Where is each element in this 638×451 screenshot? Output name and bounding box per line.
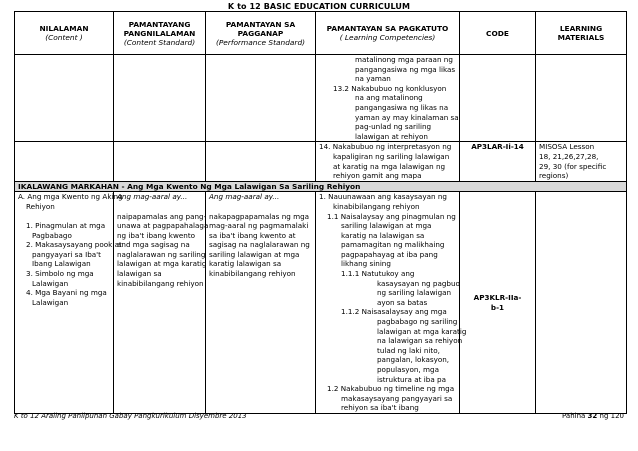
table-row bbox=[15, 192, 627, 414]
header-code: CODE bbox=[460, 12, 536, 55]
header-learning-competencies: PAMANTAYAN SA PAGKATUTO ( Learning Competencies) bbox=[316, 12, 460, 55]
header-content-standard: PAMANTAYANG PANGNILALAMAN (Content Standard) bbox=[114, 12, 206, 55]
header-nilalaman: NILALAMAN (Content ) bbox=[15, 12, 114, 55]
competency-cell: 14. Nakabubuo ng interpretasyon ng kapaligiran ng sariling lalawigan at karatig na mga lalawigan ng rehiyon gamit ang mapa bbox=[316, 142, 460, 181]
quarter-row bbox=[15, 181, 627, 192]
footer-document-title: K to 12 Araling Panlipunan Gabay Pangkurikulum Disyembre 2013 bbox=[14, 412, 247, 420]
page-title: K to 12 BASIC EDUCATION CURRICULUM bbox=[227, 2, 411, 11]
header-row bbox=[15, 12, 627, 55]
content-standard-cell: Ang mag-aaral ay... naipapamalas ang pang- unawa at pagpapahalaga ng iba't ibang kwento and mga sagisag na naglalarawan ng sariling lalawigan at mga karatig lalawigan sa kinabibilangang rehiyon bbox=[114, 192, 206, 414]
header-materials: LEARNING MATERIALS bbox=[536, 12, 627, 55]
materials-cell: MISOSA Lesson 18, 21,26,27,28, 29, 30 (for specific regions) bbox=[536, 142, 627, 181]
code-cell: AP3KLR-IIa- b-1 bbox=[460, 192, 536, 414]
materials-cell bbox=[536, 192, 627, 414]
content-cell: A. Ang mga Kwento ng Aking Rehiyon 1. Pinagmulan at mga Pagbabago 2. Makasaysayang pook at pangyayari sa Iba't Ibang Lalawigan 3. Simbolo ng mga Lalawigan 4. Mga Bayani ng mga Lalawigan bbox=[15, 192, 114, 414]
table-row bbox=[15, 142, 627, 181]
competency-cell: 1. Nauunawaan ang kasaysayan ng kinabibilangang rehiyon 1.1 Naisalaysay ang pinagmulan ng sariling lalawigan at mga karatig na lalawigan sa pamamagitan ng malikhaing pagpapahayag at iba pang likhang sining 1.1.1 Natutukoy ang kasaysayan ng pagbuo ng sariling lalawigan ayon sa batas 1.1.2 Naisasalaysay ang mga pagbabago ng sariling lalawigan at mga karatig na lalawigan sa rehiyon tulad ng laki nito, pangalan, lokasyon, populasyon, mga istruktura at iba pa 1.2 Nakabubuo ng timeline ng mga makasaysayang pangyayari sa rehiyon sa iba't ibang bbox=[316, 192, 460, 414]
performance-standard-cell: Ang mag-aaral ay... nakapagpapamalas ng mga mag-aaral ng pagmamalaki sa iba't ibang kwento at sagisag na naglalarawan ng sariling lalawigan at mga karatig lalawigan sa kinabibilangang rehiyon bbox=[206, 192, 316, 414]
quarter-heading: IKALAWANG MARKAHAN - Ang Mga Kwento Ng Mga Lalawigan Sa Sariling Rehiyon bbox=[15, 181, 627, 192]
code-cell: AP3LAR-Ii-14 bbox=[460, 142, 536, 181]
table-row bbox=[15, 55, 627, 142]
competency-cell: matalinong mga paraan ng pangangasiwa ng mga likas na yaman 13.2 Nakabubuo ng konklusyon na ang matalinong pangangasiwa ng likas na yaman ay may kinalaman sa pag-unlad ng sariling lalawigan at rehiyon bbox=[316, 55, 460, 142]
curriculum-table bbox=[14, 11, 627, 414]
header-performance-standard: PAMANTAYAN SA PAGGANAP (Performance Standard) bbox=[206, 12, 316, 55]
footer-page-number: Pahina 32 ng 120 bbox=[562, 412, 624, 420]
